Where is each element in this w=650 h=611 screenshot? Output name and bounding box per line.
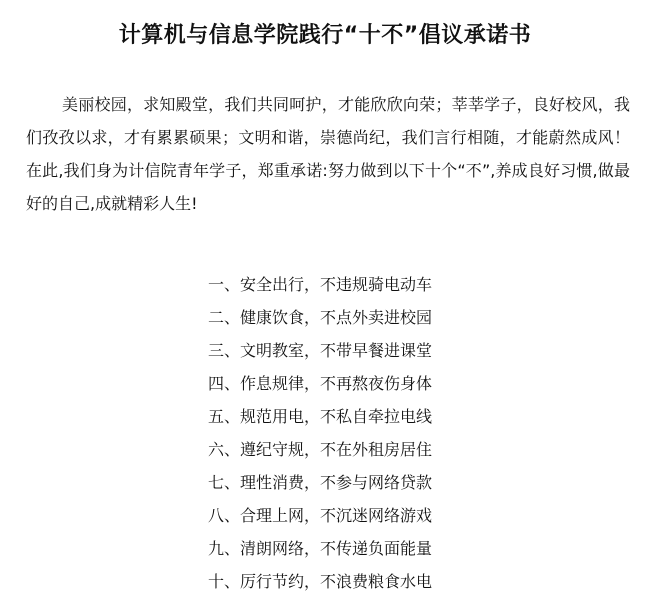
pledge-item: 十、厉行节约，不浪费粮食水电 [208,572,433,591]
pledge-item: 八、合理上网，不沉迷网络游戏 [208,506,433,525]
intro-line: 我们孜孜以求，才有累累硕果；文明和谐，崇德尚纪，我们言行相随，才能蔚然 [26,95,630,147]
intro-line: 好习惯,做最好的自己,成就精彩人生! [26,161,630,213]
pledge-item: 六、遵纪守规，不在外租房居住 [208,440,433,459]
pledge-item: 一、安全出行，不违规骑电动车 [208,275,433,294]
intro-paragraph [26,88,630,220]
document-title: 计算机与信息学院践行“十不”倡议承诺书 [118,22,532,48]
pledge-item: 四、作息规律，不再熬夜伤身体 [208,374,433,393]
pledge-item: 五、规范用电，不私自牵拉电线 [208,407,433,426]
pledge-item: 二、健康饮食，不点外卖进校园 [208,308,433,327]
pledge-item: 九、清朗网络，不传递负面能量 [208,539,433,558]
pledge-item: 三、文明教室，不带早餐进课堂 [208,341,433,360]
intro-line: 美丽校园，求知殿堂，我们共同呵护，才能欣欣向荣；莘莘学子，良好校风， [62,95,614,114]
pledge-list [208,268,432,598]
intro-line: 成风！在此,我们身为计信院青年学子，郑重承诺:努力做到以下十个“不”,养成良 [26,128,630,180]
pledge-item: 七、理性消费，不参与网络贷款 [208,473,433,492]
